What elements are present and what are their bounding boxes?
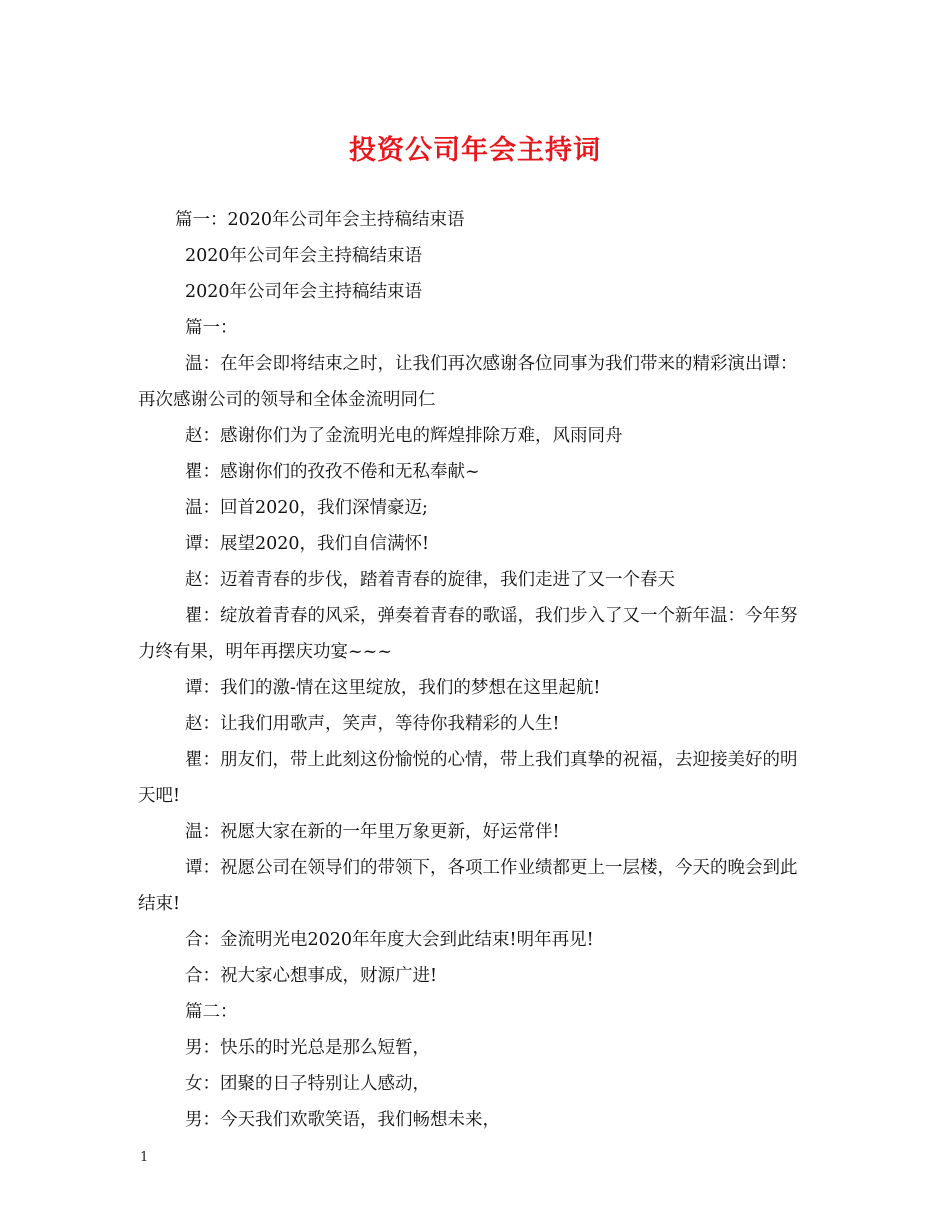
- paragraph: 谭：我们的激-情在这里绽放，我们的梦想在这里起航!: [185, 678, 601, 698]
- page-number: 1: [140, 1150, 149, 1165]
- paragraph: 瞿：绽放着青春的风采，弹奏着青春的歌谣，我们步入了又一个新年温：今年努力终有果，明年再摆庆功宴~~~: [138, 606, 798, 662]
- paragraph: 瞿：朋友们，带上此刻这份愉悦的心情，带上我们真挚的祝福，去迎接美好的明天吧!: [138, 750, 798, 806]
- paragraph: 温：祝愿大家在新的一年里万象更新，好运常伴!: [185, 822, 560, 842]
- paragraph: 合：祝大家心想事成，财源广进!: [185, 966, 438, 986]
- paragraph: 瞿：感谢你们的孜孜不倦和无私奉献~: [185, 462, 480, 482]
- paragraph: 赵：让我们用歌声，笑声，等待你我精彩的人生!: [185, 714, 560, 734]
- paragraph: 温：回首2020，我们深情豪迈;: [185, 498, 428, 518]
- paragraph: 赵：感谢你们为了金流明光电的辉煌排除万难，风雨同舟: [185, 426, 623, 446]
- paragraph: 篇一：: [185, 318, 238, 338]
- paragraph: 男：今天我们欢歌笑语，我们畅想未来，: [185, 1110, 500, 1130]
- paragraph: 合：金流明光电2020年年度大会到此结束!明年再见!: [185, 930, 594, 950]
- document-title: 投资公司年会主持词: [349, 135, 601, 166]
- paragraph: 女：团聚的日子特别让人感动，: [185, 1074, 430, 1094]
- paragraph: 温：在年会即将结束之时，让我们再次感谢各位同事为我们带来的精彩演出谭：再次感谢公司的领导和全体金流明同仁: [138, 354, 798, 410]
- document-body: [138, 202, 814, 1138]
- paragraph: 篇二：: [185, 1002, 238, 1022]
- paragraph: 谭：祝愿公司在领导们的带领下，各项工作业绩都更上一层楼，今天的晚会到此结束!: [138, 858, 798, 914]
- paragraph: 2020年公司年会主持稿结束语: [185, 282, 423, 302]
- paragraph: 男：快乐的时光总是那么短暂，: [185, 1038, 430, 1058]
- paragraph: 2020年公司年会主持稿结束语: [185, 246, 423, 266]
- paragraph: 篇一：2020年公司年会主持稿结束语: [175, 210, 465, 230]
- paragraph: 谭：展望2020，我们自信满怀!: [185, 534, 430, 554]
- paragraph: 赵：迈着青春的步伐，踏着青春的旋律，我们走进了又一个春天: [185, 570, 675, 590]
